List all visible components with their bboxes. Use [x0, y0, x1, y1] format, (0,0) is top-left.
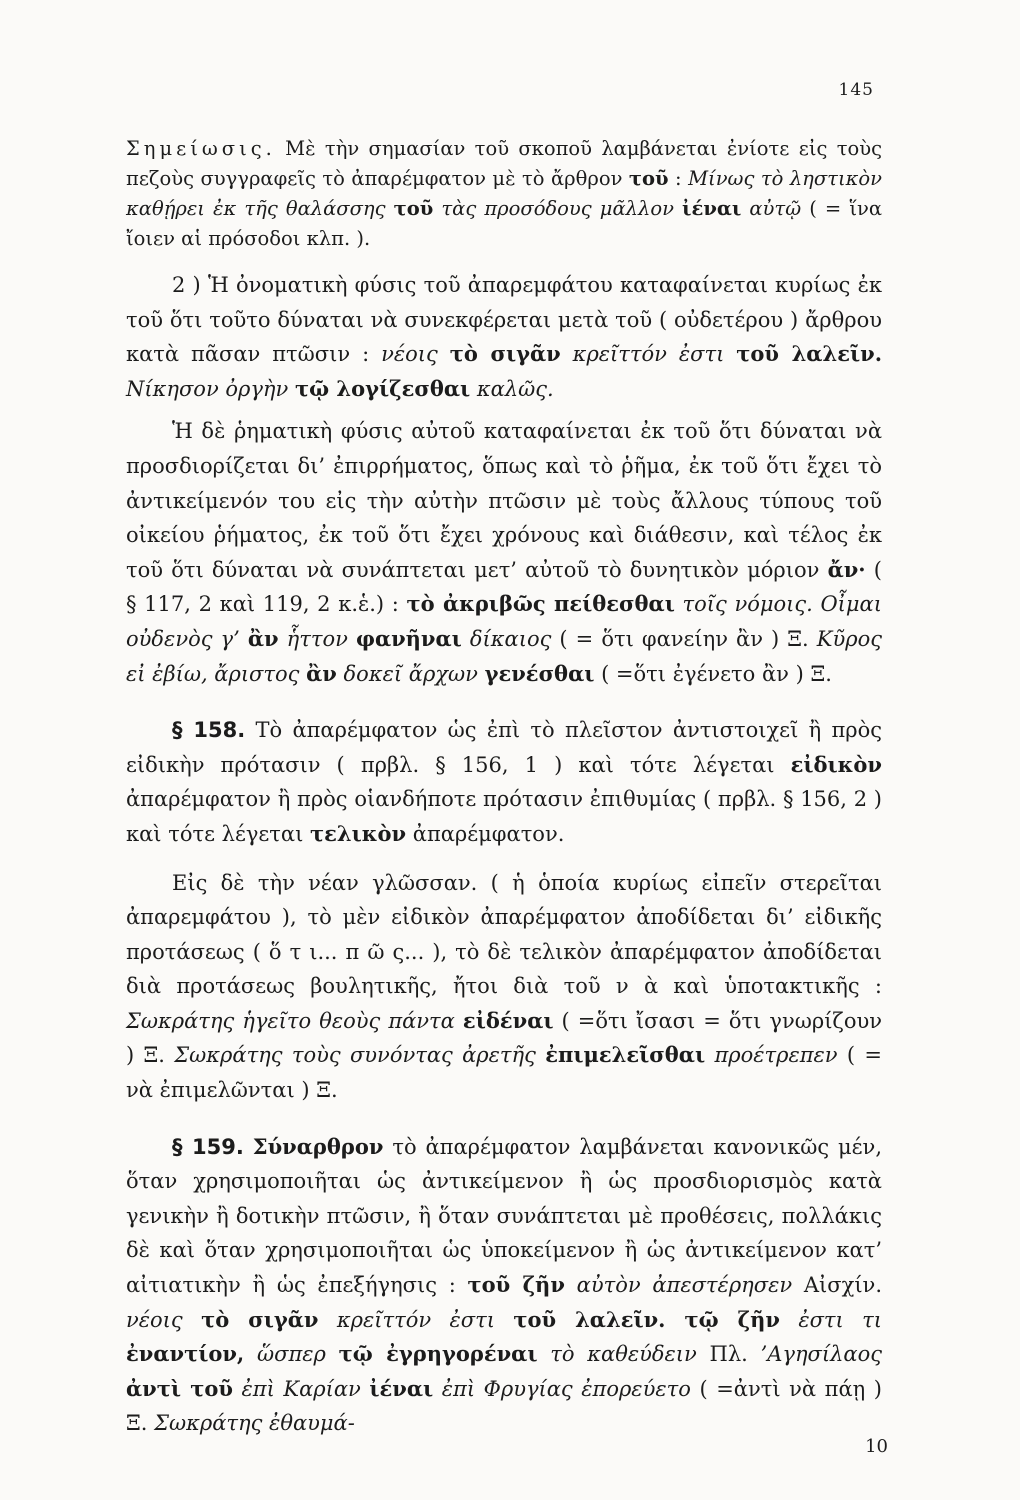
- paragraph-nominal-nature: [126, 268, 882, 406]
- italic-run: ’Αγησίλαος: [760, 1342, 883, 1367]
- text-run: ( =ἀντὶ νὰ πάῃ ) Ξ.: [126, 1376, 882, 1436]
- text-run: [233, 1377, 242, 1401]
- text-run: [565, 1273, 577, 1297]
- text-run: [438, 342, 450, 366]
- text-run: Ἡ δὲ ῥηματικὴ φύσις αὐτοῦ καταφαίνεται ἐκ τοῦ ὅτι δύναται νὰ προσδιορίζεται δι’ ἐπιρρήματος, ὅπως καὶ τὸ ῥῆμα, ἐκ τοῦ ὅτι ἔχει τὸ ἀντικείμενόν του εἰς τὴν αὐτὴν πτῶσιν μὲ τοὺς ἄλλους τύπους τοῦ οἰκείου ῥήματος, ἐκ τοῦ ὅτι ἔχει χρόνους καὶ διάθεσιν, καὶ τέλος ἐκ τοῦ ὅτι δύναται νὰ συνάπτεται μετ’ αὐτοῦ τὸ δυνητικὸν μόριον: [126, 419, 882, 582]
- italic-run: ὥσπερ: [257, 1342, 326, 1367]
- italic-run: αὐτὸν ἀπεστέρησεν: [576, 1273, 793, 1298]
- paragraph-verbal-nature: [126, 414, 882, 691]
- bold-run: ἐπιμελεῖσθαι: [545, 1042, 706, 1068]
- text-run: [288, 377, 295, 401]
- text-run: [470, 377, 477, 401]
- italic-run: Σωκράτης ἡγεῖτο θεοὺς πάντα: [126, 1008, 455, 1033]
- bold-run: ἰέναι: [369, 1375, 434, 1401]
- text-run: [536, 1043, 545, 1067]
- italic-run: Σωκράτης ἐθαυμά-: [154, 1411, 355, 1436]
- paragraph-modern-language: [126, 866, 882, 1108]
- text-run: ( = νὰ ἐπιμελῶνται ) Ξ.: [126, 1043, 883, 1103]
- bold-run: τὸ σιγᾶν: [201, 1306, 319, 1332]
- italic-run: ἐπὶ Καρίαν: [241, 1376, 361, 1401]
- bold-run: γενέσθαι: [484, 660, 595, 686]
- bold-run: τὸ ἀκριβῶς πείθεσθαι: [406, 591, 675, 617]
- italic-run: προέτρεπεν: [714, 1043, 838, 1068]
- italic-run: Νίκησον ὀργὴν: [126, 376, 289, 401]
- page-number: 145: [838, 80, 874, 100]
- text-run: [386, 197, 394, 220]
- text-run: [462, 627, 470, 651]
- text-run: ἀπαρέμφατον ἢ πρὸς οἱανδήποτε πρότασιν ἐπιθυμίας ( πρβλ. § 156, 2 ) καὶ τότε λέγεται: [126, 787, 882, 846]
- text-run: [675, 592, 683, 616]
- italic-run: αὐτῷ: [749, 197, 802, 220]
- italic-run: κρεῖττόν ἐστι: [336, 1307, 495, 1332]
- bold-run: τοῦ λαλεῖν. τῷ ζῆν: [513, 1306, 780, 1332]
- bold-run: τοῦ: [628, 167, 669, 190]
- text-run: [724, 342, 736, 366]
- bold-run: τελικὸν: [309, 820, 407, 846]
- bold-run: τοῦ: [393, 197, 434, 220]
- text-run: ἀπαρέμφατον.: [406, 821, 565, 846]
- paragraph-section-159: [126, 1130, 882, 1441]
- text-run: [318, 1308, 336, 1332]
- page-text: [126, 134, 882, 1441]
- bold-run: Σύναρθρον: [252, 1133, 384, 1159]
- text-run: τὸ ἀπαρέμφατον λαμβάνεται κανονικῶς μέν, ὅταν χρησιμοποιῆται ὡς ἀντικείμενον ἢ ὡς προσδιορισμὸς κατὰ γενικὴν ἢ δοτικὴν πτῶσιν, ἢ ὅταν συνάπτεται μὲ προθέσεις, πολλάκις δὲ καὶ ὅταν χρησιμοποιῆται ὡς ὑποκείμενον ἢ ὡς ἀντικείμενον κατ’ αἰτιατικὴν ἢ ὡς ἐπεξήγησις :: [126, 1134, 882, 1298]
- bold-run: ἂν: [306, 660, 337, 686]
- text-run: [433, 1377, 442, 1401]
- text-run: ( = ἵνα ἴοιεν αἱ πρόσοδοι κλπ. ).: [126, 197, 882, 250]
- bold-run: ἰέναι: [682, 197, 742, 220]
- paragraph-section-158: [126, 713, 882, 851]
- text-run: 2 ) Ἡ ὀνοματικὴ φύσις τοῦ ἀπαρεμφάτου καταφαίνεται κυρίως ἐκ τοῦ ὅτι τοῦτο δύναται νὰ συνεκφέρεται μετὰ τοῦ ( οὐδετέρου ) ἄρθρου κατὰ πᾶσαν πτῶσιν :: [126, 273, 882, 367]
- bold-run: ἀντὶ τοῦ: [126, 1375, 233, 1401]
- italic-run: τὰς προσόδους μᾶλλον: [441, 197, 674, 220]
- text-run: [183, 1308, 201, 1332]
- text-run: [455, 1009, 463, 1033]
- signature-mark: 10: [865, 1436, 888, 1457]
- bold-run: ἂν: [247, 625, 279, 651]
- italic-run: δίκαιος: [469, 626, 552, 651]
- bold-run: φανῆναι: [355, 625, 462, 651]
- text-run: [240, 627, 248, 651]
- italic-run: δοκεῖ ἄρχων: [343, 661, 478, 686]
- text-run: [495, 1308, 513, 1332]
- text-run: :: [668, 167, 689, 190]
- bold-run: ἄν·: [827, 556, 866, 582]
- bold-run: τοῦ ζῆν: [467, 1272, 565, 1298]
- italic-run: Σωκράτης τοὺς συνόντας ἀρετῆς: [174, 1043, 536, 1068]
- italic-run: νέοις: [126, 1307, 183, 1332]
- text-run: [348, 627, 356, 651]
- text-run: Τὸ ἀπαρέμφατον ὡς ἐπὶ τὸ πλεῖστον ἀντιστοιχεῖ ἢ πρὸς εἰδικὴν πρότασιν ( πρβλ. § 156, 1 ) καὶ τότε λέγεται: [126, 718, 882, 777]
- bold-run: εἰδέναι: [462, 1007, 554, 1033]
- text-run: [674, 197, 682, 220]
- section-number-159: § 159.: [172, 1134, 244, 1159]
- italic-run: Κῦρος εἰ ἐβίω, ἄριστος: [126, 626, 882, 686]
- italic-run: ἐπὶ Φρυγίας ἐπορεύετο: [441, 1376, 691, 1401]
- text-run: [279, 627, 287, 651]
- text-run: [337, 662, 344, 686]
- italic-run: ἧττον: [286, 626, 348, 651]
- italic-run: τὸ καθεύδειν: [550, 1342, 697, 1367]
- text-run: [244, 1342, 257, 1366]
- text-run: Αἰσχίν.: [792, 1273, 882, 1298]
- text-run: ( § 117, 2 καὶ 119, 2 κ.ἑ.) :: [126, 557, 883, 617]
- section-number-158: § 158.: [172, 718, 246, 743]
- bold-run: ἐναντίον,: [126, 1341, 245, 1367]
- italic-run: τοῖς νόμοις. Οἶμαι οὐδενὸς γ’: [126, 592, 882, 651]
- text-run: [780, 1308, 798, 1332]
- text-run: Μὲ τὴν σημασίαν τοῦ σκοποῦ λαμβάνεται ἐνίοτε εἰς τοὺς πεζοὺς συγγραφεῖς τὸ ἀπαρέμφατον μὲ τὸ ἄρθρον: [126, 137, 882, 190]
- bold-run: τὸ σιγᾶν: [449, 341, 561, 367]
- italic-run: Μίνως τὸ ληστικὸν καθῄρει ἐκ τῆς θαλάσσης: [126, 167, 882, 220]
- text-run: Εἰς δὲ τὴν νέαν γλῶσσαν. ( ἡ ὁποία κυρίως εἰπεῖν στερεῖται ἀπαρεμφάτου ), τὸ μὲν εἰδικὸν ἀπαρέμφατον ἀποδίδεται δι’ εἰδικῆς προτάσεως ( ὅ τ ι... π ῶ ς... ), τὸ δὲ τελικὸν ἀπαρέμφατον ἀποδίδεται διὰ προτάσεως βουλητικῆς, ἤτοι διὰ τοῦ ν ὰ καὶ ὑποτακτικῆς :: [126, 870, 882, 999]
- italic-run: καλῶς.: [476, 376, 554, 401]
- text-run: ( = ὅτι φανείην ἂν ) Ξ.: [551, 626, 817, 651]
- text-run: [478, 662, 485, 686]
- paragraph-note: [126, 134, 882, 254]
- italic-run: ἐστι τι: [798, 1307, 883, 1332]
- note-heading: Σημείωσις.: [126, 137, 276, 160]
- italic-run: νέοις: [381, 342, 438, 367]
- italic-run: κρεῖττόν ἐστι: [572, 342, 725, 367]
- text-run: [244, 1135, 253, 1159]
- bold-run: τοῦ λαλεῖν.: [736, 341, 883, 367]
- bold-run: εἰδικὸν: [790, 751, 882, 777]
- text-run: [538, 1342, 551, 1366]
- text-run: ( =ὅτι ἐγένετο ἂν ) Ξ.: [594, 661, 832, 686]
- text-run: ( =ὅτι ἴσασι = ὅτι γνωρίζουν ) Ξ.: [126, 1008, 882, 1068]
- text-run: [326, 1342, 339, 1366]
- bold-run: τῷ λογίζεσθαι: [294, 375, 471, 401]
- bold-run: τῷ ἐγρηγορέναι: [338, 1341, 538, 1367]
- text-run: Πλ.: [696, 1342, 761, 1367]
- text-run: [561, 342, 573, 366]
